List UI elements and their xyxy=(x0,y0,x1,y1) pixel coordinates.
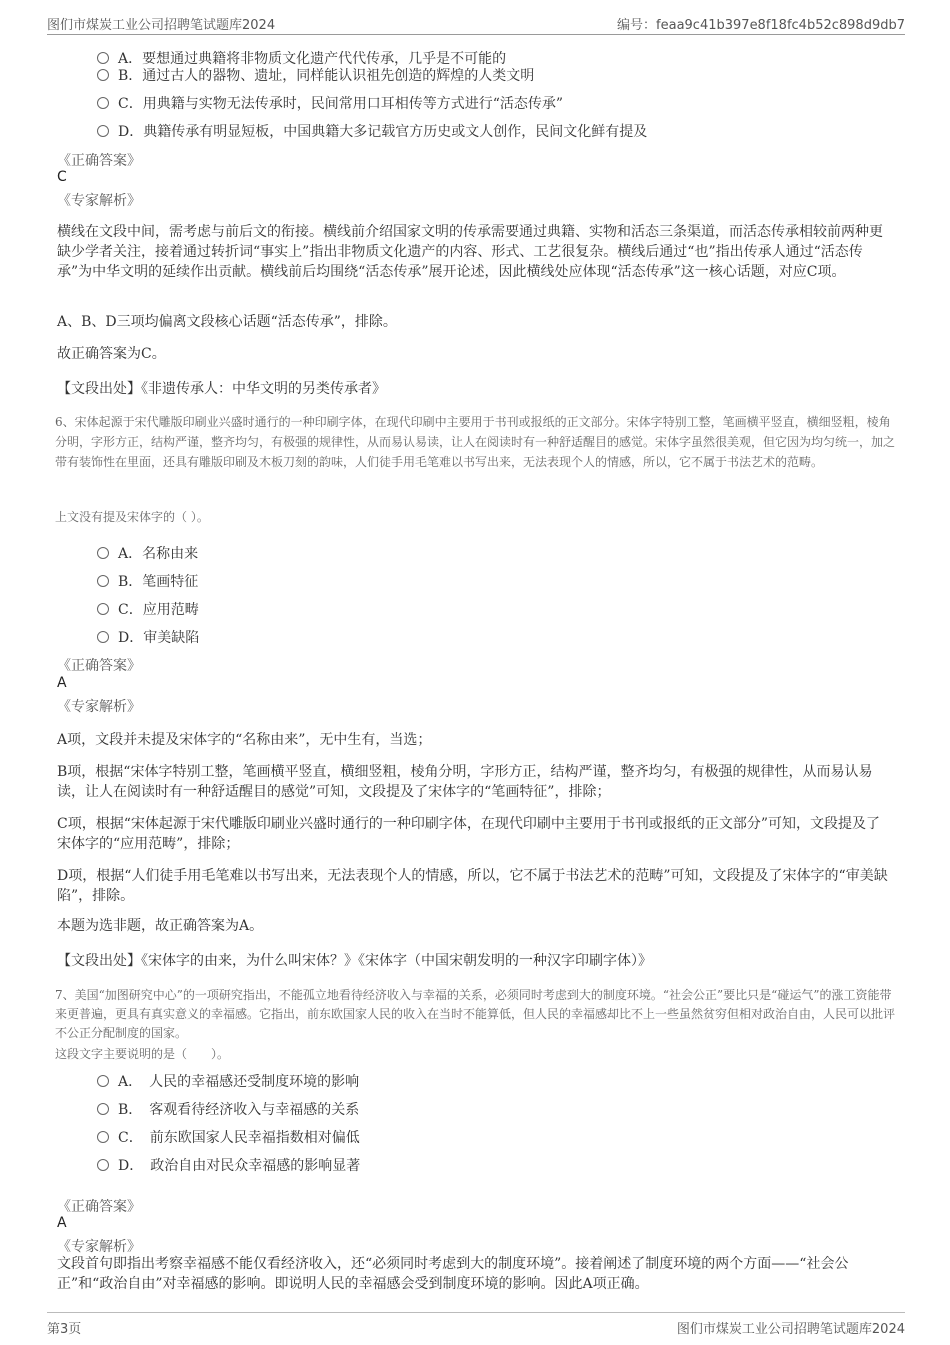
q6-analysis-paragraph: 本题为选非题，故正确答案为A。 xyxy=(57,918,264,934)
q5-option-d[interactable]: D．典籍传承有明显短板，中国典籍大多记载官方历史或文人创作，民间文化鲜有提及 xyxy=(97,121,647,141)
q6-option-b[interactable]: B．笔画特征 xyxy=(97,571,198,591)
radio-icon[interactable] xyxy=(97,97,109,109)
radio-icon[interactable] xyxy=(97,69,109,81)
q5-option-b[interactable]: B．通过古人的器物、遗址，同样能认识祖先创造的辉煌的人类文明 xyxy=(97,65,534,85)
q5-analysis-paragraph: 横线在文段中间，需考虑与前后文的衔接。横线前介绍国家文明的传承需要通过典籍、实物和活态三条渠道，而活态传承相较前两种更缺少学者关注，接着通过转折词“事实上”指出非物质文化遗产的内容、形式、工艺很复杂。横线后通过“也”指出传承人通过“活态传承”为中华文明的延续作出贡献。横线前后均围绕“活态传承”展开论述，因此横线处应体现“活态传承”这一核心话题，对应C项。 xyxy=(57,224,883,280)
q6-analysis-label: 《专家解析》 xyxy=(57,699,141,715)
q5-source: 【文段出处】《非遗传承人：中华文明的另类传承者》 xyxy=(57,381,386,397)
q7-analysis-paragraph: 文段首句即指出考察幸福感不能仅看经济收入，还“必须同时考虑到大的制度环境”。接着阐述了制度环境的两个方面——“社会公正”和“政治自由”对幸福感的影响。即说明人民的幸福感会受到制度环境的影响。因此A项正确。 xyxy=(57,1256,849,1292)
radio-icon[interactable] xyxy=(97,125,109,137)
q6-analysis-paragraph: B项，根据“宋体字特别工整，笔画横平竖直，横细竖粗，棱角分明，字形方正，结构严谨，整齐均匀，有极强的规律性，从而易认易读，让人在阅读时有一种舒适醒目的感觉”可知，文段提及了宋体字的“笔画特征”，排除； xyxy=(57,764,873,800)
radio-icon[interactable] xyxy=(97,1103,109,1115)
q6-answer-label: 《正确答案》 xyxy=(57,658,141,674)
q6-analysis-paragraph: C项，根据“宋体起源于宋代雕版印刷业兴盛时通行的一种印刷字体，在现代印刷中主要用于书刊或报纸的正文部分”可知，文段提及了宋体字的“应用范畴”，排除； xyxy=(57,816,881,852)
q5-answer-label: 《正确答案》 xyxy=(57,153,141,169)
q7-answer-label: 《正确答案》 xyxy=(57,1199,141,1215)
page-footer xyxy=(47,1312,905,1337)
q7-analysis-label: 《专家解析》 xyxy=(57,1239,141,1255)
radio-icon[interactable] xyxy=(97,1075,109,1087)
q7-answer: A xyxy=(57,1215,67,1231)
q7-option-a[interactable]: A． 人民的幸福感还受制度环境的影响 xyxy=(97,1071,359,1091)
q6-option-a[interactable]: A．名称由来 xyxy=(97,543,198,563)
radio-icon[interactable] xyxy=(97,52,109,64)
q6-option-c[interactable]: C．应用范畴 xyxy=(97,599,199,619)
q5-analysis-label: 《专家解析》 xyxy=(57,193,141,209)
q7-stem: 7、美国“加图研究中心”的一项研究指出，不能孤立地看待经济收入与幸福的关系，必须同时考虑到大的制度环境。“社会公正”要比只是“碰运气”的涨工资能带来更普遍，更具有真实意义的幸福感。它指出，前东欧国家人民的收入在当时不能算低，但人民的幸福感却比不上一些虽然贫穷但相对政治自由，人民可以批评不公正分配制度的国家。 xyxy=(55,988,896,1040)
q6-stem: 6、宋体起源于宋代雕版印刷业兴盛时通行的一种印刷字体，在现代印刷中主要用于书刊或报纸的正文部分。宋体字特别工整，笔画横平竖直，横细竖粗，棱角分明，字形方正，结构严谨，整齐均匀，有极强的规律性，从而易认易读，让人在阅读时有一种舒适醒目的感觉。宋体字虽然很美观，但它因为均匀统一，加之带有装饰性在里面，还具有雕版印刷及木板刀刻的韵味，人们徒手用毛笔难以书写出来，无法表现个人的情感，所以，它不属于书法艺术的范畴。 xyxy=(55,415,896,469)
radio-icon[interactable] xyxy=(97,603,109,615)
q6-option-d[interactable]: D．审美缺陷 xyxy=(97,627,199,647)
page-header xyxy=(47,12,905,35)
radio-icon[interactable] xyxy=(97,1131,109,1143)
q7-option-b[interactable]: B． 客观看待经济收入与幸福感的关系 xyxy=(97,1099,359,1119)
q6-source: 【文段出处】《宋体字的由来，为什么叫宋体？》《宋体字（中国宋朝发明的一种汉字印刷字体）》 xyxy=(57,953,652,969)
q6-answer: A xyxy=(57,675,67,691)
footer-title: 图们市煤炭工业公司招聘笔试题库2024 xyxy=(676,1322,905,1337)
q6-analysis-paragraph: A项，文段并未提及宋体字的“名称由来”，无中生有，当选； xyxy=(57,732,432,748)
q5-option-c[interactable]: C．用典籍与实物无法传承时，民间常用口耳相传等方式进行“活态传承” xyxy=(97,93,563,113)
q5-answer: C xyxy=(57,169,67,185)
page-number: 第3页 xyxy=(47,1322,82,1337)
q5-analysis-paragraph: 故正确答案为C。 xyxy=(57,346,166,362)
radio-icon[interactable] xyxy=(97,631,109,643)
q5-option-a[interactable]: A．要想通过典籍将非物质文化遗产代代传承，几乎是不可能的 xyxy=(97,48,506,68)
q6-analysis-paragraph: D项，根据“人们徒手用毛笔难以书写出来，无法表现个人的情感，所以，它不属于书法艺术的范畴”可知，文段提及了宋体字的“审美缺陷”，排除。 xyxy=(57,868,888,904)
q7-question: 这段文字主要说明的是（ ）。 xyxy=(55,1047,230,1061)
q6-question: 上文没有提及宋体字的（ ）。 xyxy=(55,510,209,524)
radio-icon[interactable] xyxy=(97,547,109,559)
radio-icon[interactable] xyxy=(97,575,109,587)
q7-option-c[interactable]: C． 前东欧国家人民幸福指数相对偏低 xyxy=(97,1127,360,1147)
radio-icon[interactable] xyxy=(97,1159,109,1171)
header-doc-id: 编号：feaa9c41b397e8f18fc4b52c898d9db7 xyxy=(617,18,905,33)
header-title: 图们市煤炭工业公司招聘笔试题库2024 xyxy=(47,18,276,33)
q7-option-d[interactable]: D． 政治自由对民众幸福感的影响显著 xyxy=(97,1155,360,1175)
q5-analysis-paragraph: A、B、D三项均偏离文段核心话题“活态传承”，排除。 xyxy=(57,314,397,330)
